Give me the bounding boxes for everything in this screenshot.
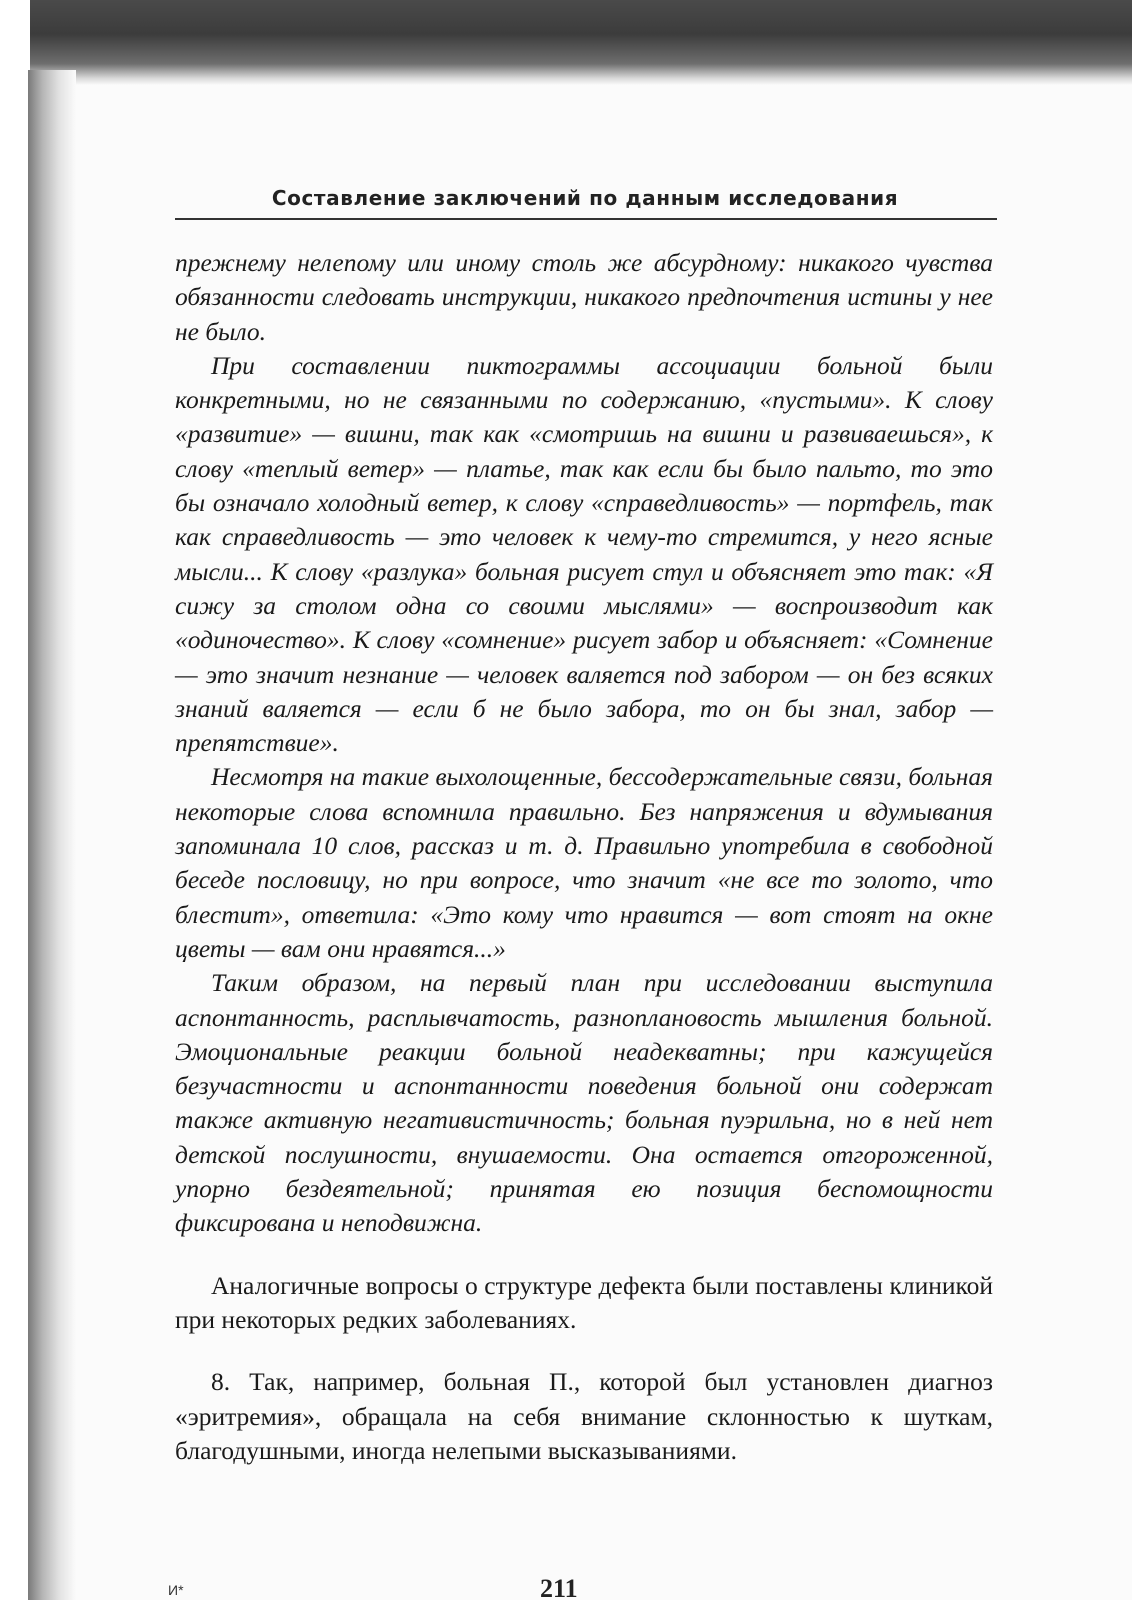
- running-head-rule: [175, 218, 997, 220]
- signature-mark: И*: [168, 1582, 184, 1598]
- page-number: 211: [540, 1574, 578, 1600]
- paragraph: Таким образом, на первый план при исследовании выступила аспонтанность, расплывчатость, разноплановость мышления больной. Эмоциональные реакции больной неадекватны; при кажущейся безучастности и аспонтанности поведения больной они содержат также активную негативистичность; больная пуэрильна, но в ней нет детской послушности, внушаемости. Она остается отгороженной, упорно бездеятельной; принятая ею позиция беспомощности фиксирована и неподвижна.: [175, 968, 993, 1238]
- scan-gutter-shadow: [28, 70, 76, 1600]
- spacer: [175, 1241, 993, 1269]
- paragraph: При составлении пиктограммы ассоциации больной были конкретными, но не связанными по содержанию, «пустыми». К слову «развитие» — вишни, так как «смотришь на вишни и развиваешься», к слову «теплый ветер» — платье, так как если бы было пальто, то это бы означало холодный ветер, к слову «справедливость» — портфель, так как справедливость — это человек к чему-то стремится, у него ясные мысли... К слову «разлука» больная рисует стул и объясняет это так: «Я сижу за столом одна со своими мыслями» — воспроизводит как «одиночество». К слову «сомнение» рисует забор и объясняет: «Сомнение — это значит незнание — человек валяется под забором — он без всяких знаний валяется — если б не было забора, то он бы знал, забор — препятствие».: [175, 350, 993, 758]
- paragraph: Аналогичные вопросы о структуре дефекта были поставлены клиникой при некоторых редких заболеваниях.: [175, 1270, 993, 1334]
- spacer: [175, 1337, 993, 1365]
- paragraph: Несмотря на такие выхолощенные, бессодержательные связи, больная некоторые слова вспомнила правильно. Без напряжения и вдумывания запоминала 10 слов, рассказ и т. д. Правильно употребила в свободной беседе пословицу, но при вопросе, что значит «не все то золото, что блестит», ответила: «Это кому что нравится — вот стоят на окне цветы — вам они нравятся...»: [175, 762, 993, 963]
- scan-left-margin: [0, 70, 28, 1600]
- paragraph: прежнему нелепому или иному столь же абсурдному: никакого чувства обязанности следовать инструкции, никакого предпочтения истины у нее не было.: [175, 248, 993, 346]
- paragraph: 8. Так, например, больная П., которой был установлен диагноз «эритремия», обращала на себя внимание склонностью к шуткам, благодушными, иногда нелепыми высказываниями.: [175, 1367, 993, 1465]
- scan-top-shadow: [0, 0, 1132, 85]
- body-text: [175, 246, 993, 1468]
- running-head: Составление заключений по данным исследования: [271, 186, 899, 210]
